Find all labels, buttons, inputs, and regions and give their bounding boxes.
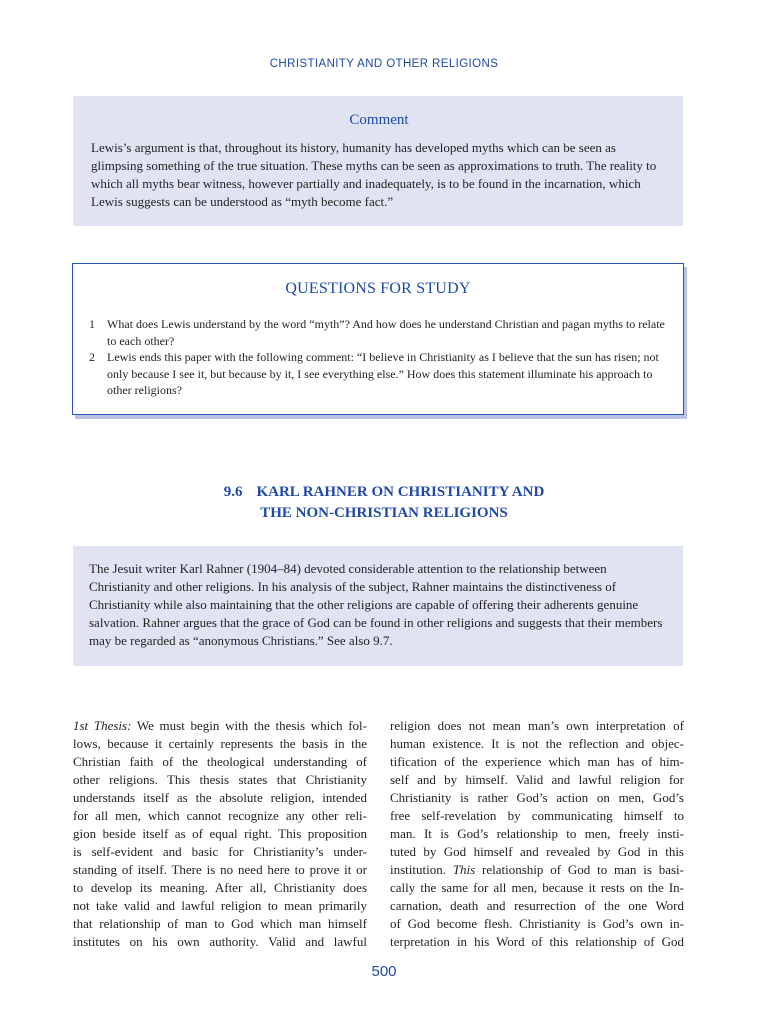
body-column-right (390, 717, 684, 951)
body-line: is self-evident and basic for Christianity’s under- (73, 844, 367, 859)
body-line: tuted by God himself and revealed by God in this (390, 844, 684, 859)
questions-title: QUESTIONS FOR STUDY (285, 280, 471, 297)
page-number: 500 (371, 963, 397, 980)
body-line: cally the same for all men, because it rests on the In- (390, 880, 684, 895)
intro-body: The Jesuit writer Karl Rahner (1904–84) devoted considerable attention to the relationship between Christianity and other religions. In his analysis of the subject, Rahner maintains the distinctiveness of Christianity while also maintaining that the other religions are capable of offering their adherents genuine salvation. Rahner argues that the grace of God can be found in other religions and suggests that their members may be regarded as “anonymous Christians.” See also 9.7. (89, 561, 663, 648)
comment-title: Comment (349, 112, 409, 128)
question-item (89, 349, 667, 399)
body-line: for all men, which cannot recognize any other reli- (73, 808, 367, 823)
intro-box (73, 546, 683, 666)
comment-body: Lewis’s argument is that, throughout its history, humanity has developed myths which can be seen as glimpsing something of the true situation. These myths can be seen as approximations to truth. The reality to which all myths bear witness, however partially and inadequately, is to be found in the incarnation, which Lewis suggests can be understood as “myth become fact.” (91, 140, 657, 209)
body-line: self and by himself. Valid and lawful religion for (390, 772, 684, 787)
emphasis-text: This (452, 862, 476, 877)
comment-box (73, 96, 683, 226)
body-line: to develop its meaning. After all, Christianity does (73, 880, 367, 895)
body-line-text: We must begin with the thesis which fol- (131, 718, 367, 733)
body-line: gion beside itself as of equal right. This proposition (73, 826, 367, 841)
section-title-line2: THE NON-CHRISTIAN RELIGIONS (260, 505, 508, 521)
body-line: terpretation in his Word of this relationship of God (390, 934, 684, 949)
body-line: tification of the experience which man has of him- (390, 754, 684, 769)
question-text: What does Lewis understand by the word “myth”? And how does he understand Christian and pagan myths to relate to each other? (107, 317, 665, 348)
body-line: human existence. It is not the reflection and objec- (390, 736, 684, 751)
body-line: not take valid and lawful religion to mean primarily (73, 898, 367, 913)
question-number: 2 (89, 350, 95, 364)
body-line: man. It is God’s relationship to men, freely insti- (390, 826, 684, 841)
questions-for-study-box (72, 263, 684, 415)
section-number: 9.6 (223, 484, 243, 500)
body-line (73, 717, 367, 735)
running-head: CHRISTIANITY AND OTHER RELIGIONS (269, 58, 499, 70)
question-number: 1 (89, 317, 95, 331)
section-title-line1: KARL RAHNER ON CHRISTIANITY AND (256, 484, 545, 500)
body-line: of God become flesh. Christianity is God’s own in- (390, 916, 684, 931)
body-line-text: relationship of God to man is basi- (475, 862, 685, 877)
body-line: institutes on his own authority. Valid and lawful (73, 934, 367, 949)
questions-list (89, 316, 667, 399)
body-line: Christian faith of the theological understanding of (73, 754, 367, 769)
body-line (390, 861, 684, 879)
body-line: Christianity is rather God’s action on men, God’s (390, 790, 684, 805)
body-line-text: institution. (390, 862, 453, 877)
body-line: lows, because it certainly represents the basis in the (73, 736, 367, 751)
section-heading (0, 482, 768, 524)
body-line: carnation, death and resurrection of the one Word (390, 898, 684, 913)
section-heading-line1 (0, 482, 768, 503)
body-line: free self-revelation by communicating himself to (390, 808, 684, 823)
body-line: that relationship of man to God which man himself (73, 916, 367, 931)
body-line: other religions. This thesis states that Christianity (73, 772, 367, 787)
body-column-left (73, 717, 367, 951)
question-text: Lewis ends this paper with the following comment: “I believe in Christianity as I believe that the sun has risen; not only because I see it, but because by it, I see everything else.” How does this statement illuminate his approach to other religions? (107, 350, 659, 397)
body-line: standing of itself. There is no need here to prove it or (73, 862, 367, 877)
body-line: religion does not mean man’s own interpretation of (390, 718, 684, 733)
question-item (89, 316, 667, 349)
thesis-label: 1st Thesis: (73, 718, 132, 733)
body-line: understands itself as the absolute religion, intended (73, 790, 367, 805)
